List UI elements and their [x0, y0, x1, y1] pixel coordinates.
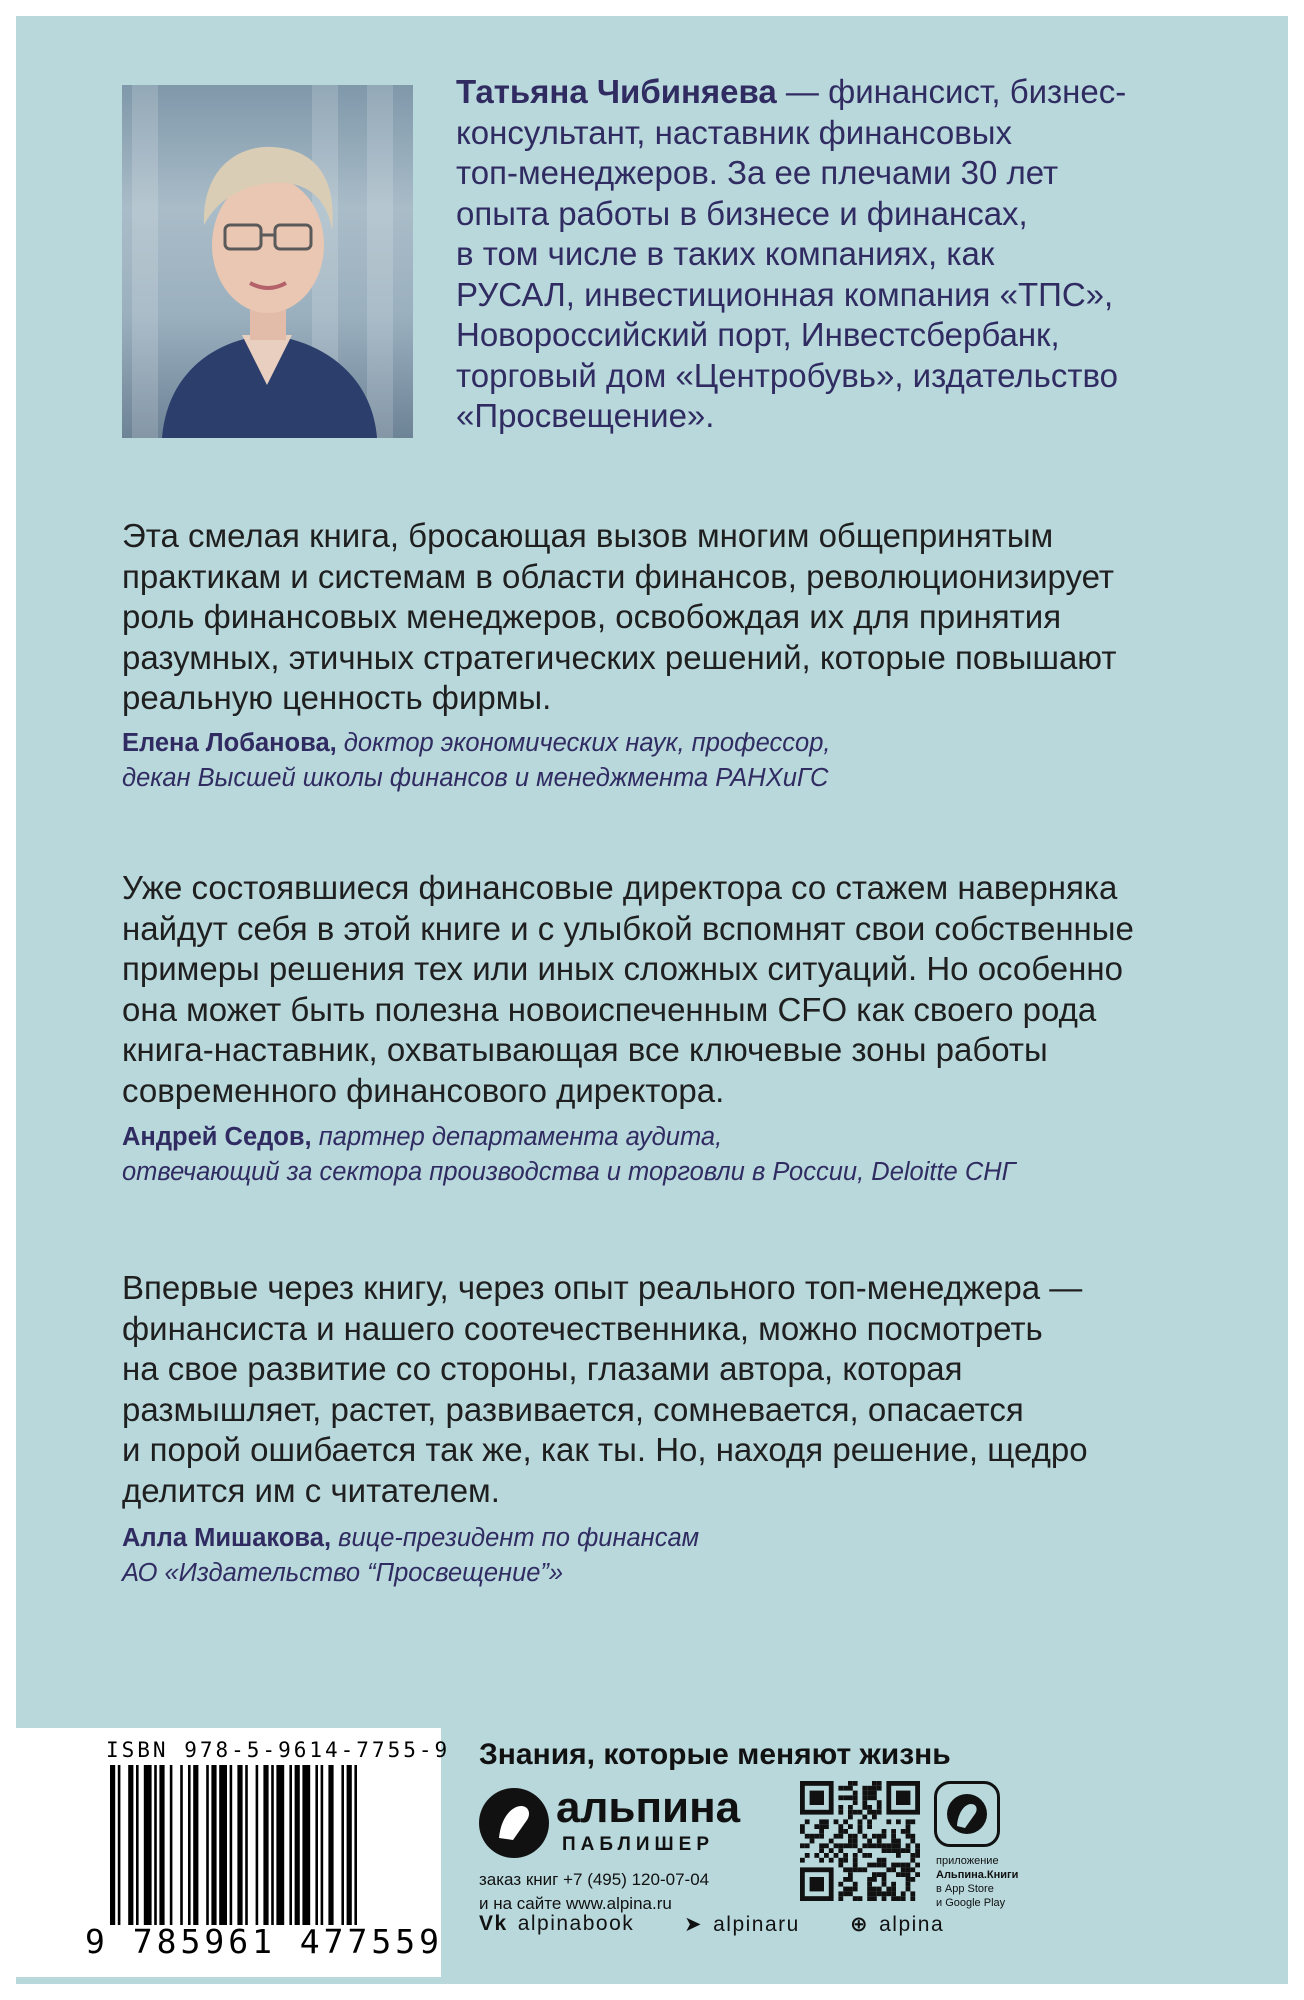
quote-line: найдут себя в этой книге и с улыбкой вспомнят свои собственные	[122, 909, 1134, 947]
telegram-icon: ➤	[684, 1913, 704, 1936]
plus-circle-icon: ⊕	[850, 1913, 870, 1936]
social-other: ⊕ alpina	[850, 1912, 945, 1936]
publisher-name: альпина	[556, 1783, 741, 1832]
attribution-line: отвечающий за сектора производства и торговли в России, Deloitte СНГ	[122, 1158, 1016, 1186]
author-name: Татьяна Чибиняева	[456, 73, 777, 110]
quote-line: практикам и системам в области финансов, революционизирует	[122, 557, 1114, 595]
author-bio-line: в том числе в таких компаниях, как	[456, 235, 995, 272]
review-attribution-1	[122, 726, 1182, 796]
author-bio-line: РУСАЛ, инвестиционная компания «ТПС»,	[456, 275, 1114, 313]
vk-icon: Vk	[479, 1912, 508, 1935]
quote-line: Уже состоявшиеся финансовые директора со стажем наверняка	[122, 869, 1118, 906]
barcode-digits: 9 785961 477559	[85, 1922, 444, 1961]
attribution-line: АО «Издательство “Просвещение”»	[122, 1559, 564, 1587]
review-quote-1	[122, 516, 1182, 719]
author-bio	[456, 72, 1216, 437]
author-bio-line: торговый дом «Центробувь», издательство	[456, 356, 1118, 394]
quote-line: книга-наставник, охватывающая все ключевые зоны работы	[122, 1031, 1048, 1068]
author-bio-line: Новороссийский порт, Инвестсбербанк,	[456, 316, 1060, 353]
author-bio-line: опыта работы в бизнесе и финансах,	[456, 194, 1028, 232]
attribution-line: Андрей Седов, партнер департамента аудита,	[122, 1123, 723, 1151]
quote-line: на свое развитие со стороны, глазами автора, которая	[122, 1350, 963, 1387]
publisher-slogan: Знания, которые меняют жизнь	[479, 1738, 951, 1771]
quote-line: размышляет, растет, развивается, сомневается, опасается	[122, 1390, 1024, 1428]
quote-line: и порой ошибается так же, как ты. Но, находя решение, щедро	[122, 1431, 1088, 1468]
author-bio-line: консультант, наставник финансовых	[456, 113, 1012, 151]
reviewer-name: Андрей Седов,	[122, 1123, 312, 1151]
qr-code-icon	[800, 1781, 920, 1901]
author-bio-line: топ-менеджеров. За ее плечами 30 лет	[456, 154, 1059, 191]
barcode-graphic	[110, 1765, 430, 1925]
review-attribution-3	[122, 1521, 1182, 1591]
order-info	[479, 1868, 709, 1916]
reviewer-name: Елена Лобанова,	[122, 729, 337, 757]
author-photo	[122, 85, 413, 438]
author-bio-line: Татьяна Чибиняева — финансист, бизнес-	[456, 73, 1127, 110]
quote-line: Эта смелая книга, бросающая вызов многим общепринятым	[122, 517, 1054, 554]
quote-line: реальную ценность фирмы.	[122, 679, 552, 716]
publisher-logo-icon	[479, 1788, 549, 1858]
quote-line: Впервые через книгу, через опыт реального топ-менеджера —	[122, 1269, 1083, 1306]
attribution-line: Елена Лобанова, доктор экономических наук, профессор,	[122, 729, 831, 757]
quote-line: примеры решения тех или иных сложных ситуаций. Но особенно	[122, 950, 1123, 987]
isbn-label: ISBN 978-5-9614-7755-9	[106, 1738, 451, 1762]
quote-line: современного финансового директора.	[122, 1071, 725, 1109]
author-bio-line: «Просвещение».	[456, 397, 715, 434]
review-quote-2	[122, 868, 1182, 1111]
quote-line: она может быть полезна новоиспеченным CFO как своего рода	[122, 990, 1097, 1028]
quote-line: роль финансовых менеджеров, освобождая их для принятия	[122, 598, 1062, 635]
app-store-info: приложение Альпина.Книги в App Store и Google Play	[936, 1855, 1019, 1909]
attribution-line: декан Высшей школы финансов и менеджмента РАНХиГС	[122, 764, 829, 792]
reviewer-name: Алла Мишакова,	[122, 1524, 332, 1552]
app-logo-icon	[934, 1781, 1000, 1847]
social-telegram: ➤ alpinaru	[684, 1912, 800, 1936]
social-vk: Vk alpinabook	[479, 1912, 635, 1935]
quote-line: финансиста и нашего соотечественника, можно посмотреть	[122, 1309, 1043, 1347]
attribution-line: Алла Мишакова, вице-президент по финансам	[122, 1524, 700, 1552]
order-phone: заказ книг +7 (495) 120-07-04	[479, 1870, 710, 1889]
publisher-subtitle: ПАБЛИШЕР	[562, 1834, 714, 1855]
review-quote-3	[122, 1268, 1182, 1511]
quote-line: делится им с читателем.	[122, 1471, 500, 1509]
quote-line: разумных, этичных стратегических решений, которые повышают	[122, 638, 1117, 676]
order-site: и на сайте www.alpina.ru	[479, 1894, 672, 1913]
review-attribution-2	[122, 1120, 1182, 1190]
